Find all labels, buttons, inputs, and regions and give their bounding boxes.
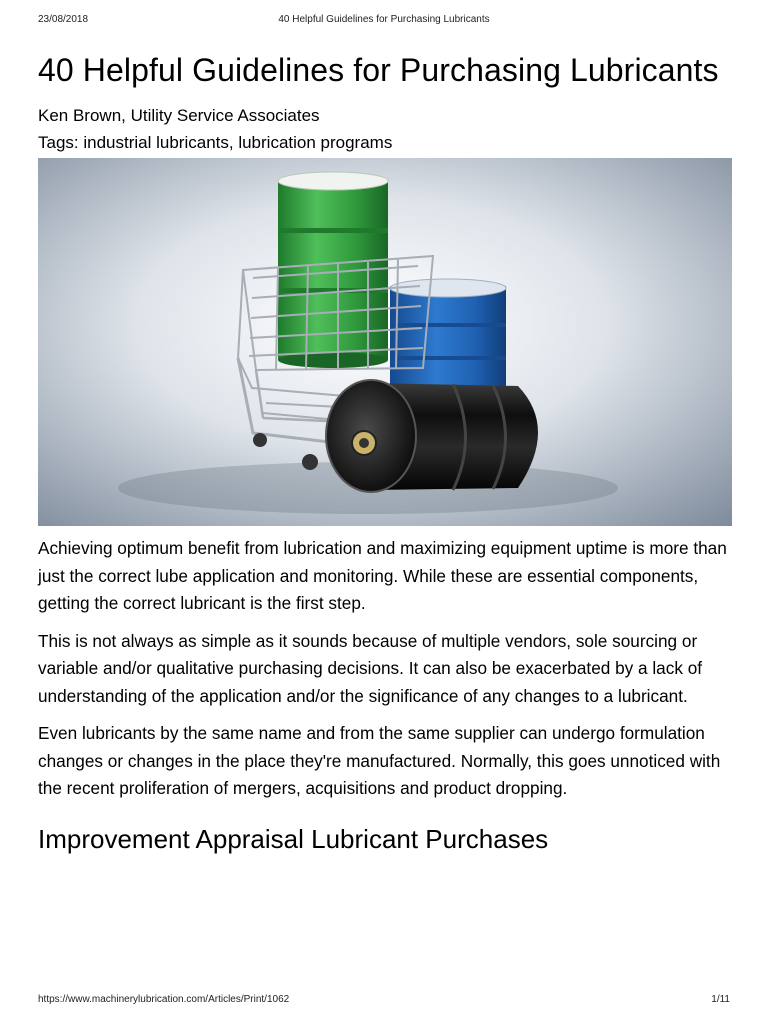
print-date: 23/08/2018 xyxy=(38,14,89,25)
print-header xyxy=(38,14,730,30)
paragraph-2: This is not always as simple as it sounds because of multiple vendors, sole sourcing or variable and/or qualitative purchasing decisions. It can also be exacerbated by a lack of understanding of the application and/or the significance of any changes to a lubricant. xyxy=(38,630,703,706)
print-url: https://www.machinerylubrication.com/Articles/Print/1062 xyxy=(38,994,290,1005)
print-document-title: 40 Helpful Guidelines for Purchasing Lubricants xyxy=(278,14,490,25)
blue-drum xyxy=(390,279,506,390)
page-number: 1/11 xyxy=(711,994,730,1005)
article-body xyxy=(38,535,738,803)
paragraph-3: Even lubricants by the same name and from the same supplier can undergo formulation changes or changes in the place they're manufactured. Normally, this goes unnoticed with the recent proliferation of mergers, acquisitions and product dropping. xyxy=(38,723,721,798)
tags-line: Tags: industrial lubricants, lubrication programs xyxy=(38,133,393,152)
paragraph-1: Achieving optimum benefit from lubrication and maximizing equipment uptime is more than just the correct lube application and monitoring. While these are essential components, getting the correct lubricant is the first step. xyxy=(38,538,727,613)
article xyxy=(38,52,738,855)
author-line: Ken Brown, Utility Service Associates xyxy=(38,106,320,125)
print-footer xyxy=(38,994,730,1010)
section-heading: Improvement Appraisal Lubricant Purchases xyxy=(38,823,549,854)
black-drum xyxy=(326,380,538,492)
page-title: 40 Helpful Guidelines for Purchasing Lubricants xyxy=(38,52,719,88)
hero-image-drums-in-shopping-cart xyxy=(38,158,732,526)
